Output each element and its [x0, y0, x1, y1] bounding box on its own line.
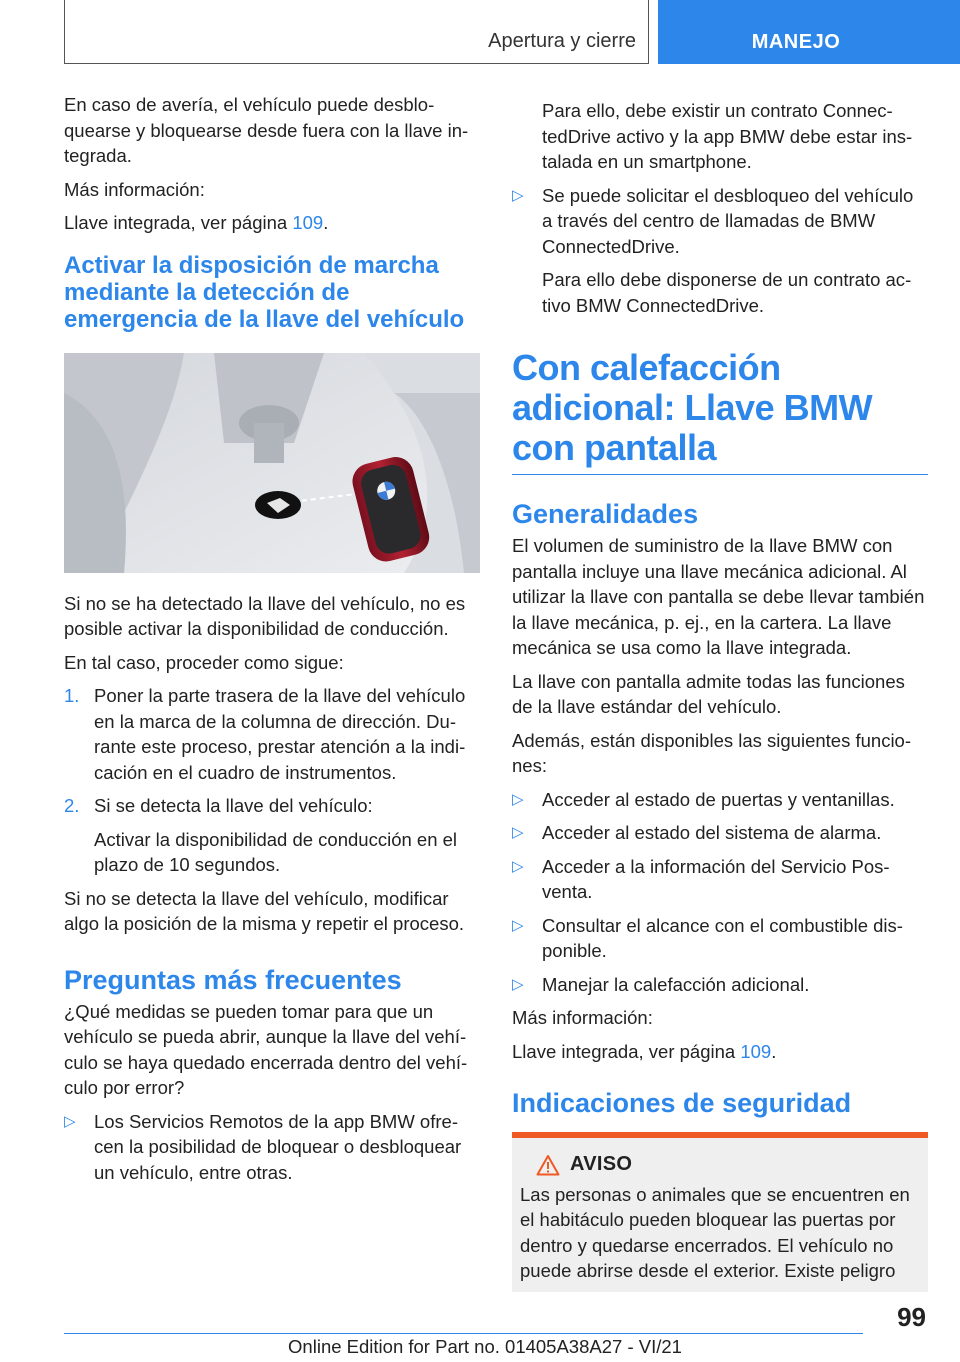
section-heading: Indicaciones de seguridad	[512, 1088, 852, 1118]
step-text: Si se detecta la llave del vehículo:	[94, 795, 373, 816]
list-item-text: Manejar la calefacción adicional.	[542, 973, 810, 995]
paragraph: El volumen de suministro de la llave BMW con pantalla incluye una llave mecánica adicional. Al utilizar la llave con pantalla se debe llevar también la llave mecánica, p. ej., en la cartera. La llave mecánica se usa como la llave integrada.	[512, 535, 925, 658]
warning-triangle-icon	[536, 1154, 560, 1176]
section-heading: Generalidades	[512, 499, 699, 529]
chapter-tab[interactable]	[658, 0, 960, 64]
step-number: 1.	[64, 685, 80, 706]
paragraph: Si no se ha detectado la llave del vehículo, no es posible activar la disponibilidad de conducción.	[64, 592, 466, 639]
bullet-triangle-icon: ▷	[64, 1112, 76, 1130]
list-item-text: Acceder a la información del Servicio Posventa.	[542, 855, 890, 902]
paragraph: Más información:	[512, 1007, 653, 1028]
chapter-heading: Con calefacción adicional: Llave BMW con pantalla	[512, 347, 873, 468]
list-item	[512, 787, 928, 813]
list-item	[512, 972, 928, 998]
page-number: 99	[897, 1302, 926, 1332]
footer-edition: Online Edition for Part no. 01405A38A27 - VI/21	[288, 1336, 682, 1357]
cross-reference: Llave integrada, ver página 109.	[512, 1040, 777, 1062]
section-heading: Preguntas más frecuentes	[64, 964, 402, 995]
list-item	[512, 913, 928, 964]
list-item-continuation: Para ello debe disponerse de un contrato activo BMW ConnectedDrive.	[542, 269, 912, 316]
warning-label: AVISO	[570, 1153, 633, 1175]
warning-text: Las personas o animales que se encuentren en el habitáculo pueden bloquear las puertas por dentro y quedarse encerrados. El vehículo no puede abrirse desde el exterior. Existe peligro	[520, 1183, 910, 1281]
bullet-triangle-icon: ▷	[512, 975, 524, 993]
section-title: Apertura y cierre	[488, 30, 636, 52]
paragraph: Más información:	[64, 178, 205, 200]
list-item	[64, 1109, 480, 1186]
footer-divider	[64, 1333, 863, 1334]
list-item-continuation: Para ello, debe existir un contrato ConnectedDrive activo y la app BMW debe estar instalada en un smartphone.	[542, 100, 913, 172]
step-text: Poner la parte trasera de la llave del vehículo en la marca de la columna de dirección. Durante este proceso, prestar atención a la indicación en el cuadro de instrumentos.	[94, 685, 466, 783]
warning-box	[512, 1132, 928, 1292]
bullet-triangle-icon: ▷	[512, 790, 524, 808]
step-subtext: Activar la disponibilidad de conducción en el plazo de 10 segundos.	[94, 828, 458, 875]
bullet-triangle-icon: ▷	[512, 916, 524, 934]
page-link[interactable]: 109	[740, 1040, 772, 1062]
warning-title	[520, 1152, 920, 1178]
list-item-text: Se puede solicitar el desbloqueo del vehículo a través del centro de llamadas de BMW ConnectedDrive.	[542, 184, 914, 257]
step-number: 2.	[64, 795, 80, 816]
chapter-tab-label: MANEJO	[751, 31, 841, 53]
header-section-box	[64, 0, 649, 64]
chapter-heading-block	[512, 348, 928, 475]
cross-reference: Llave integrada, ver página 109.	[64, 212, 329, 233]
key-detection-figure	[64, 353, 480, 573]
paragraph: En tal caso, proceder como sigue:	[64, 651, 344, 673]
right-column	[512, 98, 928, 1292]
bullet-triangle-icon: ▷	[512, 186, 524, 204]
list-item-text: Los Servicios Remotos de la app BMW ofrecen la posibilidad de bloquear o desbloquear un vehículo, entre otras.	[94, 1110, 462, 1183]
page-link[interactable]: 109	[292, 212, 324, 233]
list-item-text: Acceder al estado de puertas y ventanillas.	[542, 788, 895, 810]
paragraph: La llave con pantalla admite todas las funciones de la llave estándar del vehículo.	[512, 670, 905, 717]
paragraph: Además, están disponibles las siguientes funciones:	[512, 729, 912, 776]
list-item-text: Acceder al estado del sistema de alarma.	[542, 822, 882, 843]
list-item	[512, 820, 928, 846]
paragraph: ¿Qué medidas se pueden tomar para que un vehículo se pueda abrir, aunque la llave del vehículo se haya quedado encerrada dentro del vehículo por error?	[64, 1000, 468, 1098]
list-item	[512, 854, 928, 905]
step-item	[64, 793, 480, 819]
list-item	[512, 183, 928, 260]
bullet-triangle-icon: ▷	[512, 857, 524, 875]
bullet-triangle-icon: ▷	[512, 824, 524, 841]
paragraph: En caso de avería, el vehículo puede desbloquearse y bloquearse desde fuera con la llave integrada.	[64, 94, 469, 166]
step-item	[64, 683, 480, 785]
list-item-text: Consultar el alcance con el combustible disponible.	[542, 914, 903, 961]
paragraph: Si no se detecta la llave del vehículo, modificar algo la posición de la misma y repetir el proceso.	[64, 887, 464, 934]
left-column	[64, 92, 480, 1193]
section-heading: Activar la disposición de marcha mediante la detección de emergencia de la llave del vehículo	[64, 251, 465, 333]
